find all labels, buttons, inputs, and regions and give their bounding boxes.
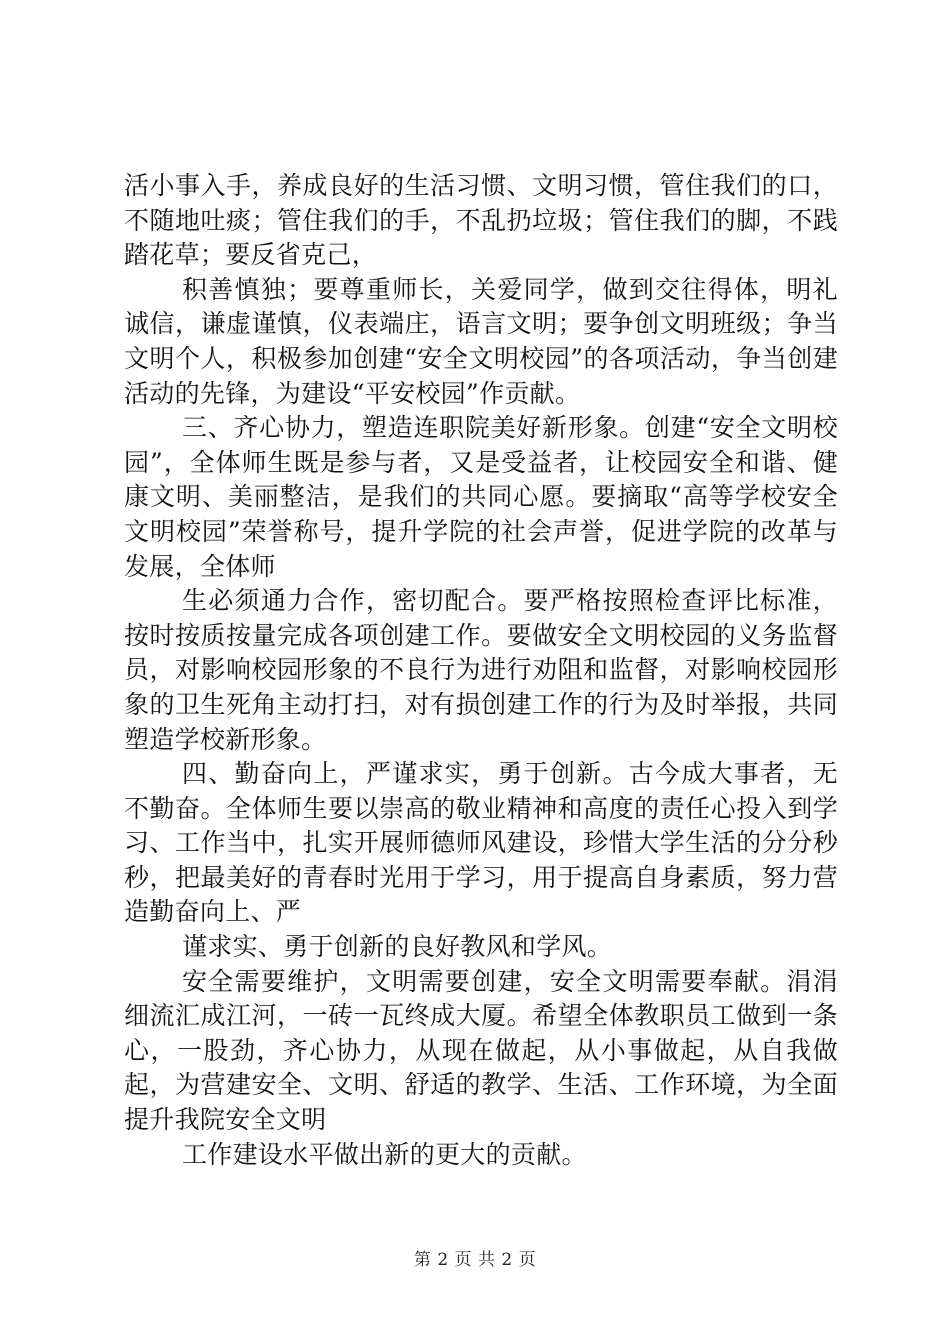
document-body [124,169,838,1172]
paragraph-8: 工作建设水平做出新的更大的贡献。 [182,1139,587,1169]
page-footer: 第 2 页 共 2 页 [413,1250,537,1270]
paragraph-3: 三、齐心协力，塑造连职院美好新形象。创建“安全文明校园”，全体师生既是参与者，又是受益者，让校园安全和谐、健康文明、美丽整洁，是我们的共同心愿。要摘取“高等学校安全文明校园”荣誉称号，提升学院的社会声誉，促进学院的改革与发展，全体师 [124,413,838,581]
paragraph-4: 生必须通力合作，密切配合。要严格按照检查评比标准，按时按质按量完成各项创建工作。要做安全文明校园的义务监督员，对影响校园形象的不良行为进行劝阻和监督，对影响校园形象的卫生死角主动打扫，对有损创建工作的行为及时举报，共同塑造学校新形象。 [124,586,838,754]
paragraph-6: 谨求实、勇于创新的良好教风和学风。 [182,932,613,962]
paragraph-7: 安全需要维护，文明需要创建，安全文明需要奉献。涓涓细流汇成江河，一砖一瓦终成大厦。希望全体教职员工做到一条心，一股劲，齐心协力，从现在做起，从小事做起，从自我做起，为营建安全、文明、舒适的教学、生活、工作环境，为全面提升我院安全文明 [124,966,838,1135]
paragraph-2: 积善慎独；要尊重师长，关爱同学，做到交往得体，明礼诚信，谦虚谨慎，仪表端庄，语言文明；要争创文明班级；争当文明个人，积极参加创建“安全文明校园”的各项活动，争当创建活动的先锋，为建设“平安校园”作贡献。 [124,274,838,408]
paragraph-1: 活小事入手，养成良好的生活习惯、文明习惯，管住我们的口，不随地吐痰；管住我们的手，不乱扔垃圾；管住我们的脚，不践踏花草；要反省克己， [124,171,838,270]
paragraph-5: 四、勤奋向上，严谨求实，勇于创新。古今成大事者，无不勤奋。全体师生要以崇高的敬业精神和高度的责任心投入到学习、工作当中，扎实开展师德师风建设，珍惜大学生活的分分秒秒，把最美好的青春时光用于学习，用于提高自身素质，努力营造勤奋向上、严 [124,759,838,927]
